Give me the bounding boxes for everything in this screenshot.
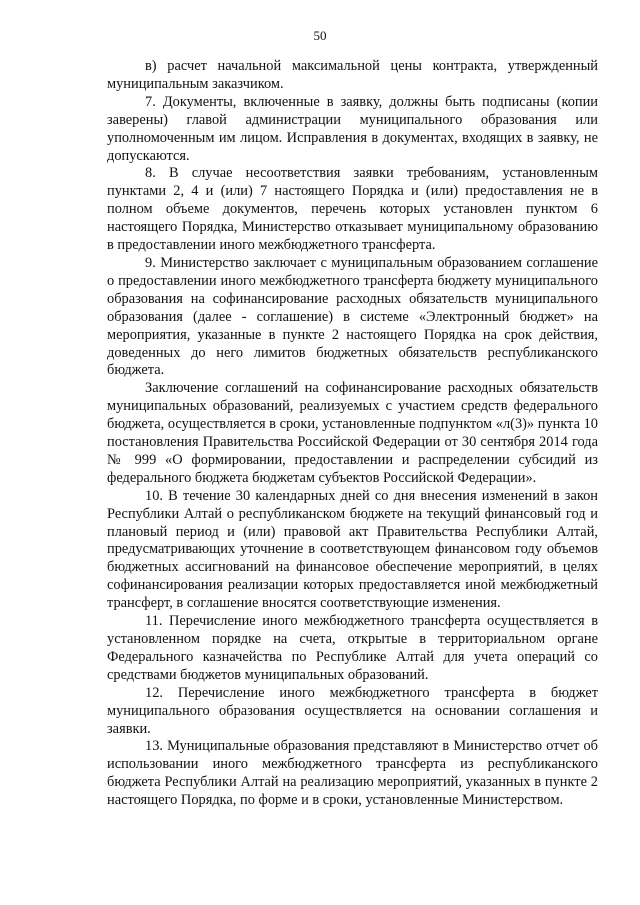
paragraph-10: 10. В течение 30 календарных дней со дня внесения изменений в закон Республики Алтай о республиканском бюджете на текущий финансовый год и плановый период и (или) правовой акт Правительства Республики Алтай, предусматривающих уточнение в соответствующем финансовом году объемов бюджетных ассигнований на финансовое обеспечение мероприятий, в целях софинансирования реализации которых предоставляется иной межбюджетный трансферт, в соглашение вносятся соответствующие изменения. xyxy=(107,487,598,612)
document-body xyxy=(107,58,598,810)
paragraph-11: 11. Перечисление иного межбюджетного трансферта осуществляется в установленном порядке на счета, открытые в территориальном органе Федерального казначейства по Республике Алтай для учета операций со средствами бюджетов муниципальных образований. xyxy=(107,613,598,683)
paragraph-13: 13. Муниципальные образования представляют в Министерство отчет об использовании иного межбюджетного трансферта из республиканского бюджета Республики Алтай на реализацию мероприятий, указанных в пункте 2 настоящего Порядка, по форме и в сроки, установленные Министерством. xyxy=(107,738,598,809)
paragraph-7: 7. Документы, включенные в заявку, должны быть подписаны (копии заверены) главой администрации муниципального образования или уполномоченным им лицом. Исправления в документах, входящих в заявку, не допускаются. xyxy=(107,93,598,164)
page-number: 50 xyxy=(313,28,327,43)
paragraph-9: 9. Министерство заключает с муниципальным образованием соглашение о предоставлении иного межбюджетного трансферта бюджету муниципального образования на софинансирование расходных обязательств муниципального образования (далее - соглашение) в системе «Электронный бюджет» на мероприятия, указанные в пункте 2 настоящего Порядка на срок действия, доведенных до него лимитов бюджетных обязательств республиканского бюджета. xyxy=(107,254,598,379)
paragraph-8: 8. В случае несоответствия заявки требованиям, установленным пунктами 2, 4 и (или) 7 настоящего Порядка и (или) предоставления не в полном объеме документов, перечень которых установлен пунктом 6 настоящего Порядка, Министерство отказывает муниципальному образованию в предоставлении иного межбюджетного трансферта. xyxy=(107,165,598,254)
paragraph-subitem-v: в) расчет начальной максимальной цены контракта, утвержденный муниципальным заказчиком. xyxy=(107,58,598,92)
paragraph-12: 12. Перечисление иного межбюджетного трансферта в бюджет муниципального образования осуществляется на основании соглашения и заявки. xyxy=(107,684,598,737)
paragraph-9-continuation: Заключение соглашений на софинансирование расходных обязательств муниципальных образований, реализуемых с участием средств федерального бюджета, осуществляется в сроки, установленные подпунктом «л(3)» пункта 10 постановления Правительства Российской Федерации от 30 сентября 2014 года № 999 «О формировании, предоставлении и распределении субсидий из федерального бюджета бюджетам субъектов Российской Федерации». xyxy=(107,380,598,486)
